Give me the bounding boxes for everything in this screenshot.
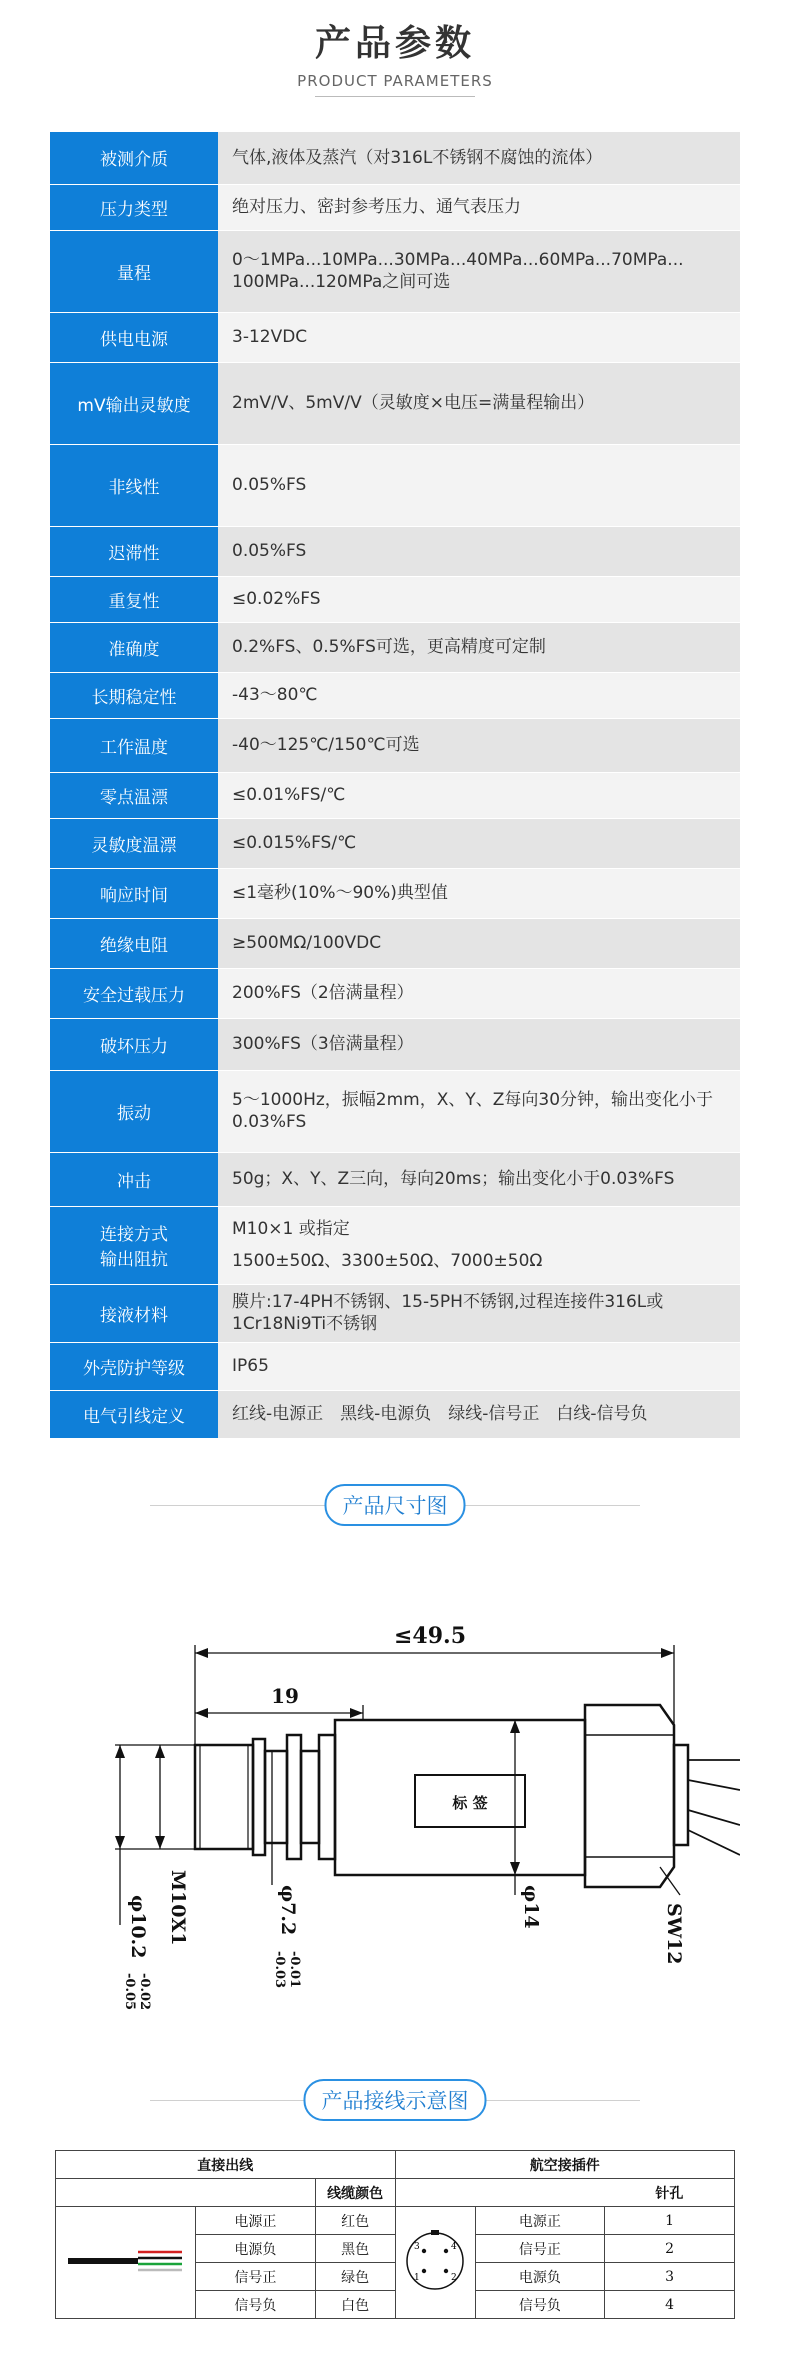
- param-label: 量程: [50, 230, 218, 312]
- table-row: [56, 2207, 735, 2235]
- arrow: [115, 1745, 125, 1758]
- aviation-pin: 2: [605, 2235, 735, 2263]
- empty-cell: [56, 2179, 196, 2207]
- direct-signal: 信号负: [195, 2291, 315, 2319]
- param-value: 绝对压力、密封参考压力、通气表压力: [218, 184, 740, 230]
- pin-number: 3: [414, 2241, 420, 2252]
- empty-cell: [195, 2179, 315, 2207]
- param-value: 气体,液体及蒸汽（对316L不锈钢不腐蚀的流体）: [218, 132, 740, 184]
- aviation-signal: 信号正: [475, 2235, 605, 2263]
- table-row: [50, 312, 740, 362]
- table-row: [50, 868, 740, 918]
- table-row: [50, 772, 740, 818]
- param-label-line: 连接方式: [100, 1225, 168, 1245]
- dimensions-section-title: 产品尺寸图: [325, 1484, 466, 1526]
- aviation-signal: 电源负: [475, 2263, 605, 2291]
- table-row: [50, 1206, 740, 1284]
- collar: [287, 1735, 301, 1859]
- param-label: mV输出灵敏度: [50, 362, 218, 444]
- arrow: [661, 1648, 674, 1658]
- pin-number: 2: [451, 2272, 457, 2283]
- aviation-pin: 3: [605, 2263, 735, 2291]
- table-row: [50, 718, 740, 772]
- param-label-line: 输出阻抗: [100, 1250, 168, 1270]
- param-value-line: 1Cr18Ni9Ti不锈钢: [232, 1314, 378, 1334]
- subtitle-underline: [315, 96, 475, 97]
- page-title: 产品参数: [314, 23, 475, 64]
- param-label: 压力类型: [50, 184, 218, 230]
- param-label: 冲击: [50, 1152, 218, 1206]
- table-row: [50, 444, 740, 526]
- dia-left-label: φ10.2: [127, 1895, 149, 1959]
- dia-left-group: [122, 1895, 152, 2010]
- connector-illustration-cell: [395, 2207, 475, 2319]
- arrow: [510, 1720, 520, 1733]
- param-label: [50, 1206, 218, 1284]
- table-row: [50, 184, 740, 230]
- param-value: IP65: [218, 1342, 740, 1390]
- param-label: 破坏压力: [50, 1018, 218, 1070]
- arrow: [155, 1836, 165, 1849]
- param-label: 外壳防护等级: [50, 1342, 218, 1390]
- page-header: [0, 20, 790, 97]
- dia-groove-tol-upper: -0.01: [287, 1951, 302, 1989]
- aviation-signal: 电源正: [475, 2207, 605, 2235]
- param-label: 非线性: [50, 444, 218, 526]
- param-value: 300%FS（3倍满量程）: [218, 1018, 740, 1070]
- table-row: [50, 1342, 740, 1390]
- param-value: 3-12VDC: [218, 312, 740, 362]
- param-value: 红线-电源正 黑线-电源负 绿线-信号正 白线-信号负: [218, 1390, 740, 1438]
- param-value: 2mV/V、5mV/V（灵敏度×电压=满量程输出）: [218, 362, 740, 444]
- param-label: 振动: [50, 1070, 218, 1152]
- param-label: 迟滞性: [50, 526, 218, 576]
- table-row: [50, 672, 740, 718]
- groove: [301, 1751, 319, 1843]
- param-value: ≤0.01%FS/℃: [218, 772, 740, 818]
- pin-number: 4: [451, 2241, 457, 2252]
- table-row: [50, 1070, 740, 1152]
- param-value-line: 5～1000Hz，振幅2mm，X、Y、Z每向30分钟，输出变化小于: [232, 1090, 714, 1110]
- pin-header: 针孔: [605, 2179, 735, 2207]
- param-value: 200%FS（2倍满量程）: [218, 968, 740, 1018]
- groove: [265, 1751, 287, 1843]
- param-label: 工作温度: [50, 718, 218, 772]
- param-value: [218, 1284, 740, 1342]
- dia-body-group: [520, 1885, 542, 1929]
- param-value: ≤1毫秒(10%～90%)典型值: [218, 868, 740, 918]
- arrow: [510, 1862, 520, 1875]
- dia-groove-group: [272, 1885, 302, 1988]
- connector-pin-icon: [400, 2221, 470, 2301]
- param-value: [218, 230, 740, 312]
- cable-color-header: 线缆颜色: [315, 2179, 395, 2207]
- dimension-drawing: [60, 1585, 740, 2035]
- table-row: [56, 2179, 735, 2207]
- param-label: 响应时间: [50, 868, 218, 918]
- direct-signal: 信号正: [195, 2263, 315, 2291]
- arrow: [195, 1648, 208, 1658]
- thread-label: M10X1: [167, 1870, 189, 1946]
- pin-number: 1: [414, 2272, 420, 2283]
- param-value-line: 0.03%FS: [232, 1112, 307, 1132]
- param-value-line: 1500±50Ω、3300±50Ω、7000±50Ω: [232, 1251, 543, 1271]
- arrow: [350, 1708, 363, 1718]
- aviation-signal: 信号负: [475, 2291, 605, 2319]
- param-label: 安全过载压力: [50, 968, 218, 1018]
- direct-color: 黑色: [315, 2235, 395, 2263]
- param-label: 电气引线定义: [50, 1390, 218, 1438]
- wrench-size-label: SW12: [663, 1903, 685, 1965]
- param-label: 被测介质: [50, 132, 218, 184]
- param-label: 重复性: [50, 576, 218, 622]
- param-value: ≤0.02%FS: [218, 576, 740, 622]
- dia-left-tol-lower: -0.05: [122, 1973, 137, 2011]
- param-value: ≥500MΩ/100VDC: [218, 918, 740, 968]
- parameters-table: [50, 132, 740, 1439]
- direct-signal: 电源负: [195, 2235, 315, 2263]
- table-row: [50, 362, 740, 444]
- label-area-text: 标 签: [452, 1794, 488, 1812]
- table-row: [50, 1152, 740, 1206]
- arrow: [115, 1836, 125, 1849]
- overall-length-label: ≤49.5: [393, 1623, 467, 1649]
- thread-label-group: [167, 1870, 189, 1945]
- dia-groove-label: φ7.2: [277, 1885, 299, 1936]
- table-row: [50, 132, 740, 184]
- empty-cell: [395, 2179, 605, 2207]
- cable-illustration-cell: [56, 2207, 196, 2319]
- wrench-group: [663, 1903, 685, 1965]
- table-row: [50, 818, 740, 868]
- param-label: 长期稳定性: [50, 672, 218, 718]
- arrow: [155, 1745, 165, 1758]
- param-value: [218, 1206, 740, 1284]
- table-row: [50, 968, 740, 1018]
- param-value: ≤0.015%FS/℃: [218, 818, 740, 868]
- param-label: 零点温漂: [50, 772, 218, 818]
- param-value: 0.05%FS: [218, 526, 740, 576]
- dia-groove-tol-lower: -0.03: [272, 1951, 287, 1989]
- table-row: [56, 2151, 735, 2179]
- table-row: [50, 1284, 740, 1342]
- tail: [674, 1745, 688, 1845]
- table-row: [50, 230, 740, 312]
- dia-left-tol-upper: -0.02: [137, 1973, 152, 2011]
- table-row: [50, 1390, 740, 1438]
- page-subtitle: PRODUCT PARAMETERS: [297, 72, 493, 90]
- table-row: [50, 576, 740, 622]
- dia-body-label: φ14: [520, 1885, 542, 1929]
- table-row: [50, 622, 740, 672]
- param-value-line: M10×1 或指定: [232, 1219, 350, 1239]
- param-label: 绝缘电阻: [50, 918, 218, 968]
- param-value: 0.2%FS、0.5%FS可选，更高精度可定制: [218, 622, 740, 672]
- thread-section: [195, 1745, 253, 1849]
- param-value: 50g；X、Y、Z三向，每向20ms；输出变化小于0.03%FS: [218, 1152, 740, 1206]
- param-value-line: 0～1MPa...10MPa...30MPa...40MPa...60MPa...70MPa...: [232, 250, 684, 270]
- param-value: 0.05%FS: [218, 444, 740, 526]
- table-row: [50, 918, 740, 968]
- param-value: [218, 1070, 740, 1152]
- aviation-pin: 1: [605, 2207, 735, 2235]
- aviation-connector-header: 航空接插件: [395, 2151, 734, 2179]
- collar: [319, 1735, 335, 1859]
- direct-color: 红色: [315, 2207, 395, 2235]
- direct-signal: 电源正: [195, 2207, 315, 2235]
- direct-wire-header: 直接出线: [56, 2151, 396, 2179]
- param-value: -43～80℃: [218, 672, 740, 718]
- table-row: [50, 1018, 740, 1070]
- param-label: 供电电源: [50, 312, 218, 362]
- cable-wires: [688, 1760, 740, 1855]
- table-row: [50, 526, 740, 576]
- wiring-section-title: 产品接线示意图: [304, 2079, 487, 2121]
- param-value: -40～125℃/150℃可选: [218, 718, 740, 772]
- direct-color: 绿色: [315, 2263, 395, 2291]
- direct-color: 白色: [315, 2291, 395, 2319]
- hex-nut: [585, 1705, 674, 1887]
- param-value-line: 膜片:17-4PH不锈钢、15-5PH不锈钢,过程连接件316L或: [232, 1292, 664, 1312]
- collar: [253, 1739, 265, 1855]
- cable-icon: [60, 2231, 190, 2291]
- param-label: 灵敏度温漂: [50, 818, 218, 868]
- arrow: [195, 1708, 208, 1718]
- param-label: 准确度: [50, 622, 218, 672]
- param-label: 接液材料: [50, 1284, 218, 1342]
- param-value-line: 100MPa...120MPa之间可选: [232, 272, 451, 292]
- wiring-table: [55, 2150, 735, 2319]
- aviation-pin: 4: [605, 2291, 735, 2319]
- thread-length-label: 19: [271, 1684, 299, 1708]
